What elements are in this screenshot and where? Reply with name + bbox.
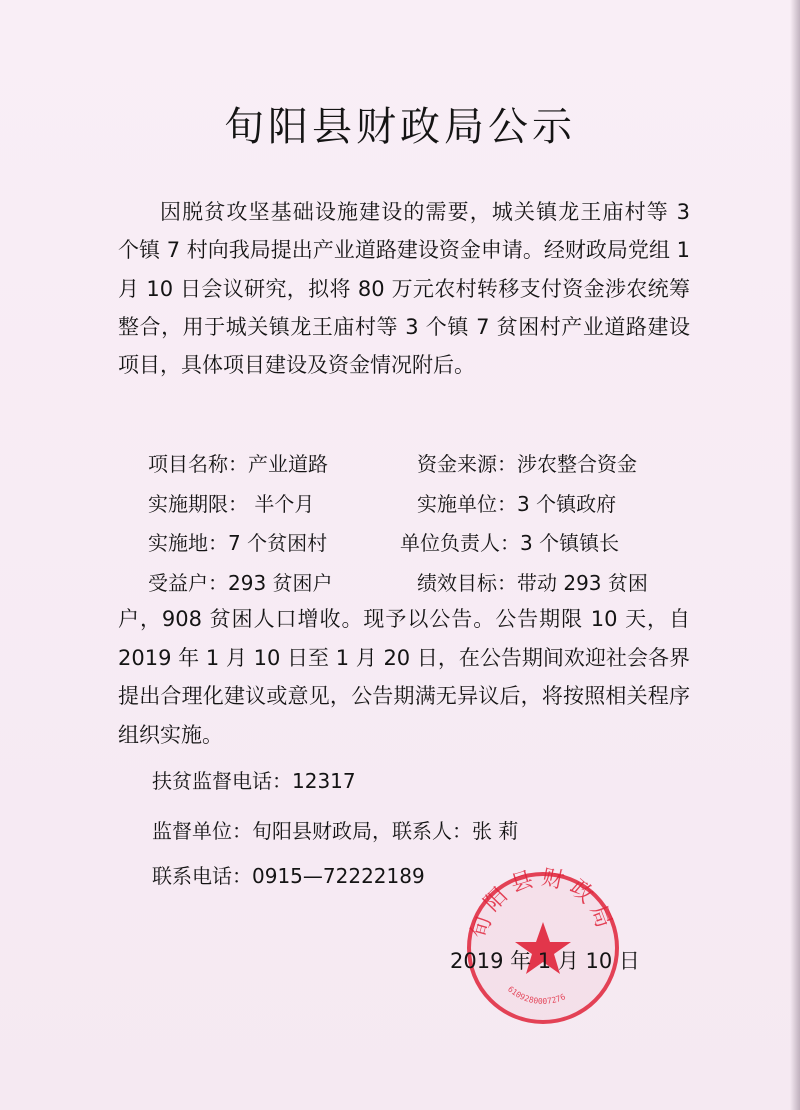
page-edge-shadow	[790, 0, 800, 1110]
document-title: 旬阳县财政局公示	[224, 104, 576, 150]
intro-paragraph: 因脱贫攻坚基础设施建设的需要，城关镇龙王庙村等 3 个镇 7 村向我局提出产业道路建设资金申请。经财政局党组 1 月 10 日会议研究，拟将 80 万元农村转移支付资金涉农统筹整合，用于城关镇龙王庙村等 3 个镇 7 贫困村产业道路建设项目，具体项目建设及资金情况附后。	[118, 200, 690, 378]
implementing-unit-field: 实施单位：3 个镇政府	[417, 492, 617, 516]
location-field: 实施地：7 个贫困村	[148, 531, 328, 555]
continuation-paragraph: 户，908 贫困人口增收。现予以公告。公告期限 10 天，自 2019 年 1 月 10 日至 1 月 20 日，在公告期间欢迎社会各界提出合理化建议或意见，公告期满无异议后，将按照相关程序组织实施。	[118, 607, 690, 747]
performance-goal-field: 绩效目标：带动 293 贫困	[417, 571, 648, 595]
fund-source-field: 资金来源：涉农整合资金	[417, 452, 637, 476]
signature-date: 2019 年 1 月 10 日	[450, 949, 640, 973]
project-name-field: 项目名称：产业道路	[148, 452, 328, 476]
supervisor-line: 监督单位：旬阳县财政局，联系人：张 莉	[152, 819, 519, 843]
responsible-person-field: 单位负责人：3 个镇镇长	[400, 531, 620, 555]
beneficiary-field: 受益户：293 贫困户	[148, 571, 333, 595]
seal-text: 旬阳县财政局	[466, 865, 619, 942]
contact-phone-line: 联系电话：0915—72222189	[152, 864, 425, 888]
seal-code: 6109280007276	[505, 984, 567, 1006]
announcement-body	[118, 193, 690, 384]
hotline-line: 扶贫监督电话：12317	[152, 769, 356, 793]
period-field: 实施期限： 半个月	[148, 492, 315, 516]
